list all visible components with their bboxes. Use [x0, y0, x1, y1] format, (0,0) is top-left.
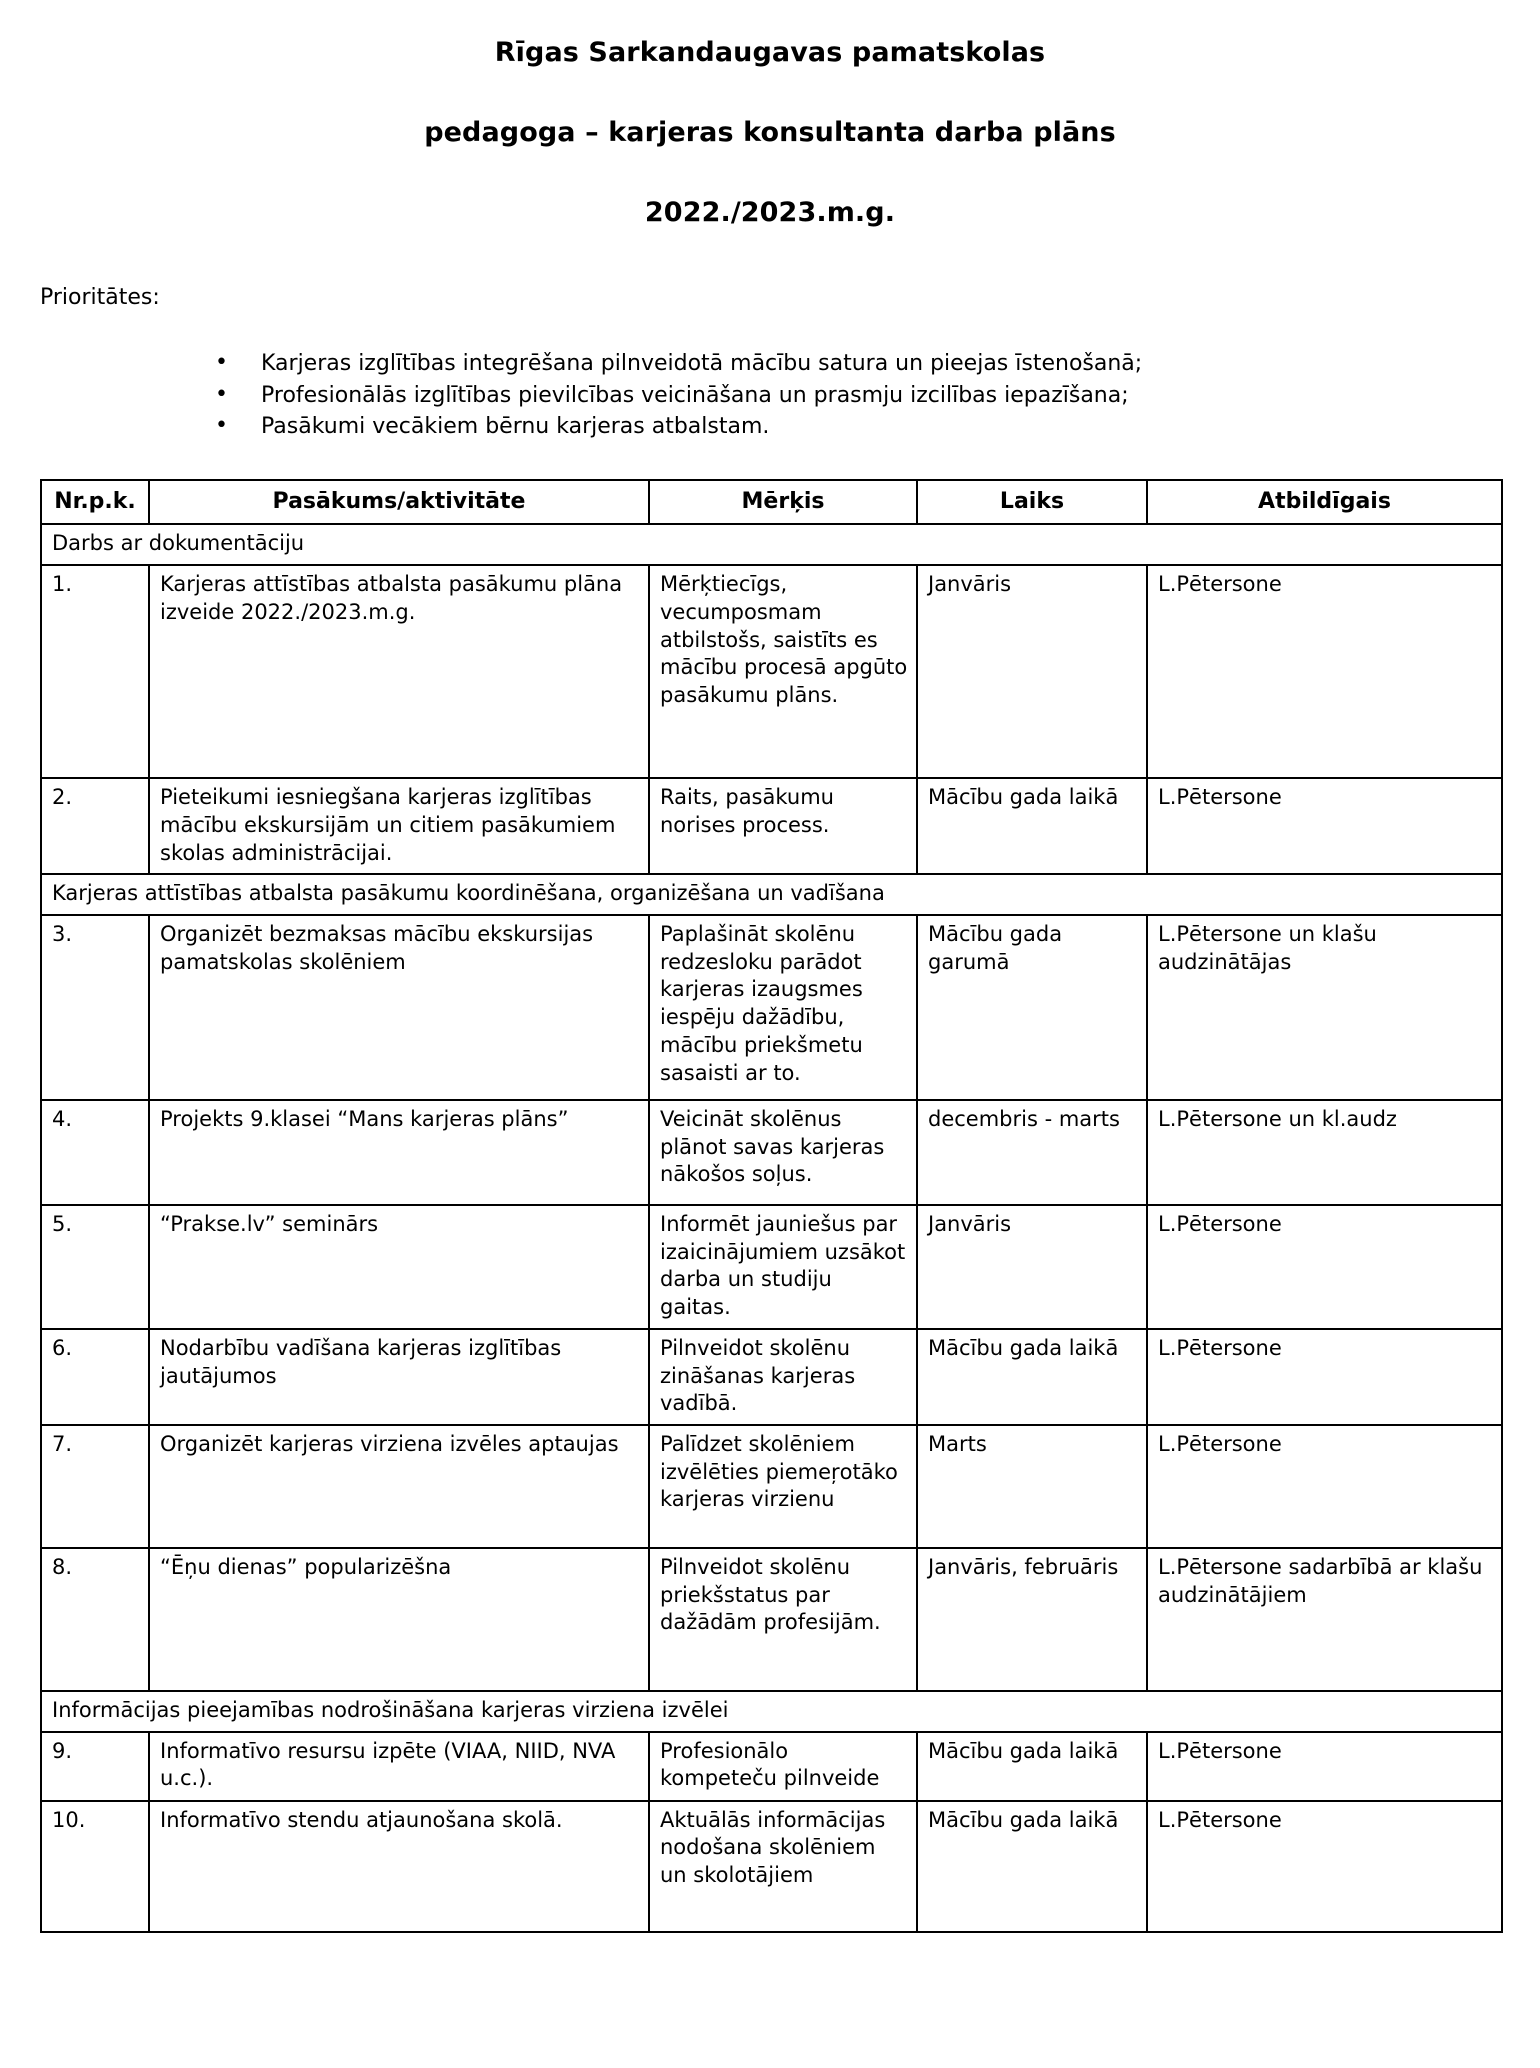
priorities-list [40, 348, 1500, 444]
table-row [41, 1329, 1502, 1425]
table-row [41, 1100, 1502, 1205]
row-goal: Mērķtiecīgs, vecumposmam atbilstošs, saistīts es mācību procesā apgūto pasākumu plāns. [649, 565, 917, 778]
table-header [41, 480, 1502, 524]
row-goal: Informēt jauniešus par izaicinājumiem uzsākot darba un studiju gaitas. [649, 1205, 917, 1329]
section-heading-information: Informācijas pieejamības nodrošināšana karjeras virziena izvēlei [41, 1691, 1502, 1732]
section-heading-row [41, 874, 1502, 915]
row-goal: Pilnveidot skolēnu priekšstatus par dažādām profesijām. [649, 1548, 917, 1691]
column-header-time: Laiks [917, 480, 1147, 524]
list-item: • Profesionālās izglītības pievilcības veicināšana un prasmju izcilības iepazīšana; [215, 380, 1500, 412]
row-goal: Veicināt skolēnus plānot savas karjeras nākošos soļus. [649, 1100, 917, 1205]
row-time: Janvāris [917, 565, 1147, 778]
document-title-block [40, 36, 1500, 229]
row-goal: Profesionālo kompeteču pilnveide [649, 1732, 917, 1801]
row-goal: Aktuālās informācijas nodošana skolēniem un skolotājiem [649, 1801, 917, 1932]
table-body [41, 524, 1502, 1931]
row-goal: Pilnveidot skolēnu zināšanas karjeras vadībā. [649, 1329, 917, 1425]
row-activity: Organizēt bezmaksas mācību ekskursijas pamatskolas skolēniem [149, 915, 649, 1100]
row-activity: “Prakse.lv” seminārs [149, 1205, 649, 1329]
section-heading-row [41, 1691, 1502, 1732]
row-activity: Informatīvo resursu izpēte (VIAA, NIID, NVA u.c.). [149, 1732, 649, 1801]
priorities-label: Prioritātes: [40, 285, 160, 311]
table-row [41, 1801, 1502, 1932]
row-responsible: L.Pētersone un klašu audzinātājas [1147, 915, 1502, 1100]
table-row [41, 915, 1502, 1100]
section-heading-documentation: Darbs ar dokumentāciju [41, 524, 1502, 565]
row-time: Mācību gada laikā [917, 1329, 1147, 1425]
row-time: Janvāris, februāris [917, 1548, 1147, 1691]
row-number: 5. [41, 1205, 149, 1329]
row-activity: Informatīvo stendu atjaunošana skolā. [149, 1801, 649, 1932]
row-activity: Karjeras attīstības atbalsta pasākumu plāna izveide 2022./2023.m.g. [149, 565, 649, 778]
row-number: 10. [41, 1801, 149, 1932]
table-row [41, 1425, 1502, 1548]
row-number: 7. [41, 1425, 149, 1548]
row-activity: Organizēt karjeras virziena izvēles aptaujas [149, 1425, 649, 1548]
row-goal: Paplašināt skolēnu redzesloku parādot karjeras izaugsmes iespēju dažādību, mācību priekšmetu sasaisti ar to. [649, 915, 917, 1100]
row-activity: Projekts 9.klasei “Mans karjeras plāns” [149, 1100, 649, 1205]
row-responsible: L.Pētersone [1147, 1329, 1502, 1425]
row-time: Mācību gada laikā [917, 1801, 1147, 1932]
row-time: Marts [917, 1425, 1147, 1548]
table-row [41, 1548, 1502, 1691]
section-heading-row [41, 524, 1502, 565]
row-number: 6. [41, 1329, 149, 1425]
page-title-line-2: pedagoga – karjeras konsultanta darba plāns [424, 116, 1116, 148]
column-header-activity: Pasākums/aktivitāte [149, 480, 649, 524]
row-number: 9. [41, 1732, 149, 1801]
list-item: • Pasākumi vecākiem bērnu karjeras atbalstam. [215, 411, 1500, 443]
row-activity: Nodarbību vadīšana karjeras izglītības jautājumos [149, 1329, 649, 1425]
row-activity: Pieteikumi iesniegšana karjeras izglītības mācību ekskursijām un citiem pasākumiem skolas administrācijai. [149, 778, 649, 874]
table-row [41, 565, 1502, 778]
row-time: decembris - marts [917, 1100, 1147, 1205]
row-number: 3. [41, 915, 149, 1100]
row-number: 1. [41, 565, 149, 778]
list-item: • Karjeras izglītības integrēšana pilnveidotā mācību satura un pieejas īstenošanā; [215, 348, 1500, 380]
row-responsible: L.Pētersone [1147, 778, 1502, 874]
row-number: 8. [41, 1548, 149, 1691]
row-responsible: L.Pētersone [1147, 1732, 1502, 1801]
row-activity: “Ēņu dienas” popularizēšna [149, 1548, 649, 1691]
work-plan-table [40, 479, 1503, 1932]
row-goal: Palīdzet skolēniem izvēlēties piemeŗotāko karjeras virzienu [649, 1425, 917, 1548]
row-responsible: L.Pētersone [1147, 1425, 1502, 1548]
row-time: Mācību gada laikā [917, 778, 1147, 874]
row-time: Mācību gada garumā [917, 915, 1147, 1100]
page-title-line-3: 2022./2023.m.g. [644, 196, 896, 228]
row-number: 2. [41, 778, 149, 874]
row-responsible: L.Pētersone [1147, 1205, 1502, 1329]
section-heading-coordination: Karjeras attīstības atbalsta pasākumu koordinēšana, organizēšana un vadīšana [41, 874, 1502, 915]
row-time: Mācību gada laikā [917, 1732, 1147, 1801]
column-header-goal: Mērķis [649, 480, 917, 524]
table-header-row [41, 480, 1502, 524]
row-number: 4. [41, 1100, 149, 1205]
page-title-line-1: Rīgas Sarkandaugavas pamatskolas [494, 37, 1046, 68]
row-goal: Raits, pasākumu norises process. [649, 778, 917, 874]
row-time: Janvāris [917, 1205, 1147, 1329]
row-responsible: L.Pētersone [1147, 1801, 1502, 1932]
row-responsible: L.Pētersone un kl.audz [1147, 1100, 1502, 1205]
table-row [41, 778, 1502, 874]
row-responsible: L.Pētersone sadarbībā ar klašu audzinātājiem [1147, 1548, 1502, 1691]
row-responsible: L.Pētersone [1147, 565, 1502, 778]
column-header-responsible: Atbildīgais [1147, 480, 1502, 524]
table-row [41, 1732, 1502, 1801]
column-header-nr: Nr.p.k. [41, 480, 149, 524]
table-row [41, 1205, 1502, 1329]
